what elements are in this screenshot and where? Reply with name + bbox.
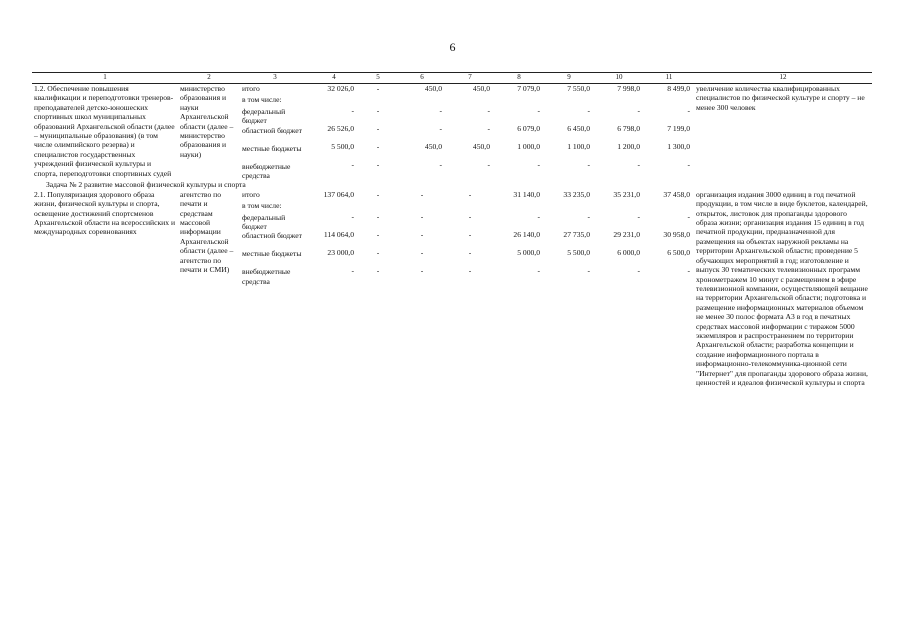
value: - — [376, 248, 380, 258]
source-label: в том числе: — [242, 201, 282, 211]
value: - — [376, 212, 380, 222]
value: - — [376, 124, 380, 134]
amount-col-5 — [358, 190, 398, 388]
amount-col-4 — [310, 84, 358, 181]
amount-col-6 — [398, 84, 446, 181]
expected-result: организация издания 3000 единиц в год печатной продукции, в том числе в виде буклетов, календарей, открыток, листовок для пропаганды здорового образа жизни; организация издания 15 единиц в год печатной продукции, предназначенной для размещения на объектах наружной рекламы на территории Архангельской области; проведение 5 обучающих мероприятий в год; изготовление и выпуск 30 тематических телевизионных программ хронометражем 10 минут с размещением в эфире телевизионной компании, осуществляющей вещание на территории Архангельской области; подготовка и размещение информационных материалов объемом не менее 30 полос формата А3 в год в печатных средствах массовой информации с тиражом 5000 экземпляров и распространением по территории Архангельской области; разработка концепции и создание информационного портала в информационно-телекоммуника-ционной сети "Интернет" для пропаганды здорового образа жизни, ценностей и идеалов физической культуры и спорта — [696, 189, 868, 387]
value: - — [637, 160, 640, 170]
amount-col-4 — [310, 190, 358, 388]
col-header: 7 — [446, 73, 494, 84]
executor: министерство образования и науки Архангельской области (далее – министерство образования и науки) — [180, 84, 234, 159]
expected-result: увеличение количества квалифицированных специалистов по физической культуре и спорту – не менее 300 человек — [696, 84, 865, 112]
value: - — [468, 189, 472, 199]
source-label: итого — [242, 84, 260, 93]
value: - — [487, 160, 490, 170]
value: - — [637, 212, 640, 222]
value: 26 526,0 — [327, 124, 354, 134]
value: 7 998,0 — [617, 84, 640, 93]
value: - — [587, 266, 590, 276]
value: - — [687, 266, 690, 276]
value: - — [537, 106, 540, 116]
page-number: 6 — [449, 40, 456, 54]
value: 35 231,0 — [613, 189, 640, 199]
value: 450,0 — [424, 84, 442, 93]
value: - — [420, 189, 424, 199]
value: 7 550,0 — [567, 84, 590, 93]
value: - — [439, 106, 442, 116]
value: - — [376, 106, 380, 116]
value: - — [420, 248, 424, 258]
value: - — [420, 230, 424, 240]
amount-col-9 — [544, 84, 594, 181]
value: 33 235,0 — [563, 189, 590, 199]
value: - — [351, 160, 354, 170]
col-header: 6 — [398, 73, 446, 84]
value: - — [376, 230, 380, 240]
value: 114 064,0 — [323, 230, 354, 240]
amount-col-9 — [544, 190, 594, 388]
source-column — [240, 84, 310, 181]
measure-name: 2.1. Популяризация здорового образа жизни, физической культуры и спорта, освещение достижений спортсменов Архангельской области на всероссийских и международных соревнованиях — [34, 189, 176, 237]
value: 1 300,0 — [667, 142, 690, 152]
amount-col-10 — [594, 190, 644, 388]
value: - — [637, 106, 640, 116]
source-label: областной бюджет — [242, 231, 302, 241]
source-label: федеральный бюджет — [242, 106, 286, 126]
amount-col-6 — [398, 190, 446, 388]
amount-col-11 — [644, 190, 694, 388]
value: - — [376, 160, 380, 170]
value: - — [468, 212, 472, 222]
header-row — [32, 73, 872, 84]
col-header: 1 — [32, 73, 178, 84]
value: - — [587, 160, 590, 170]
value: - — [487, 106, 490, 116]
value: 5 500,0 — [331, 142, 354, 152]
col-header: 3 — [240, 73, 310, 84]
value: 5 000,0 — [517, 248, 540, 258]
value: 32 026,0 — [327, 84, 354, 93]
col-header: 9 — [544, 73, 594, 84]
value: - — [468, 230, 472, 240]
value: - — [537, 212, 540, 222]
executor: агентство по печати и средствам массовой информации Архангельской области (далее – агентство по печати и СМИ) — [180, 189, 234, 275]
value: 23 000,0 — [327, 248, 354, 258]
value: 450,0 — [424, 142, 442, 152]
source-label: в том числе: — [242, 95, 282, 105]
task-heading: Задача № 2 развитие массовой физической культуры и спорта — [46, 180, 246, 190]
value: - — [587, 212, 590, 222]
value: 6 079,0 — [517, 124, 540, 134]
source-label: внебюджетные средства — [242, 161, 291, 181]
source-label: федеральный бюджет — [242, 212, 286, 232]
value: 6 798,0 — [617, 124, 640, 134]
value: 450,0 — [472, 84, 490, 93]
value: - — [687, 160, 690, 170]
value: - — [637, 266, 640, 276]
value: 30 958,0 — [663, 230, 690, 240]
col-header: 8 — [494, 73, 544, 84]
value: 1 100,0 — [567, 142, 590, 152]
value: 137 064,0 — [323, 189, 354, 199]
value: - — [376, 266, 380, 276]
value: - — [687, 212, 690, 222]
value: 450,0 — [472, 142, 490, 152]
source-column — [240, 190, 310, 388]
value: - — [487, 124, 490, 134]
value: - — [468, 266, 472, 276]
value: - — [376, 84, 380, 93]
amount-col-7 — [446, 190, 494, 388]
value: 6 000,0 — [617, 248, 640, 258]
value: 1 200,0 — [617, 142, 640, 152]
value: - — [687, 106, 690, 116]
source-label: внебюджетные средства — [242, 267, 291, 286]
amount-col-10 — [594, 84, 644, 181]
value: - — [537, 160, 540, 170]
amount-col-8 — [494, 190, 544, 388]
task-heading-row — [32, 180, 872, 189]
value: - — [468, 248, 472, 258]
value: 26 140,0 — [513, 230, 540, 240]
col-header: 5 — [358, 73, 398, 84]
value: 31 140,0 — [513, 189, 540, 199]
value: 5 500,0 — [567, 248, 590, 258]
measure-name: 1.2. Обеспечение повышения квалификации и переподготовки тренеров-преподавателей детско-юношеских спортивных школ муниципальных образований Архангельской области (далее – муниципальные образования) (в том числе олимпийского резерва) и специалистов государственных учреждений физической культуры и спорта, переподготовки спортивных судей — [34, 84, 175, 178]
value: - — [420, 266, 424, 276]
value: - — [439, 160, 442, 170]
value: - — [587, 106, 590, 116]
value: 8 499,0 — [667, 84, 690, 93]
program-table — [32, 72, 872, 387]
amount-col-5 — [358, 84, 398, 181]
value: - — [351, 106, 354, 116]
col-header: 12 — [694, 73, 872, 84]
source-label: областной бюджет — [242, 125, 302, 135]
col-header: 4 — [310, 73, 358, 84]
col-header: 11 — [644, 73, 694, 84]
value: - — [420, 212, 424, 222]
amount-col-11 — [644, 84, 694, 181]
value: - — [351, 212, 354, 222]
value: - — [376, 189, 380, 199]
value: 6 500,0 — [667, 248, 690, 258]
table-row — [32, 84, 872, 181]
source-label: местные бюджеты — [242, 249, 302, 259]
col-header: 2 — [178, 73, 240, 84]
amount-col-8 — [494, 84, 544, 181]
source-label: местные бюджеты — [242, 143, 302, 153]
value: - — [439, 124, 442, 134]
value: 7 199,0 — [667, 124, 690, 134]
value: 1 000,0 — [517, 142, 540, 152]
col-header: 10 — [594, 73, 644, 84]
amount-col-7 — [446, 84, 494, 181]
value: 37 458,0 — [663, 189, 690, 199]
source-label: итого — [242, 189, 260, 199]
value: - — [537, 266, 540, 276]
value: - — [351, 266, 354, 276]
value: 6 450,0 — [567, 124, 590, 134]
table-row — [32, 190, 872, 388]
value: 27 735,0 — [563, 230, 590, 240]
value: - — [376, 142, 380, 152]
value: 7 079,0 — [517, 84, 540, 93]
value: 29 231,0 — [613, 230, 640, 240]
